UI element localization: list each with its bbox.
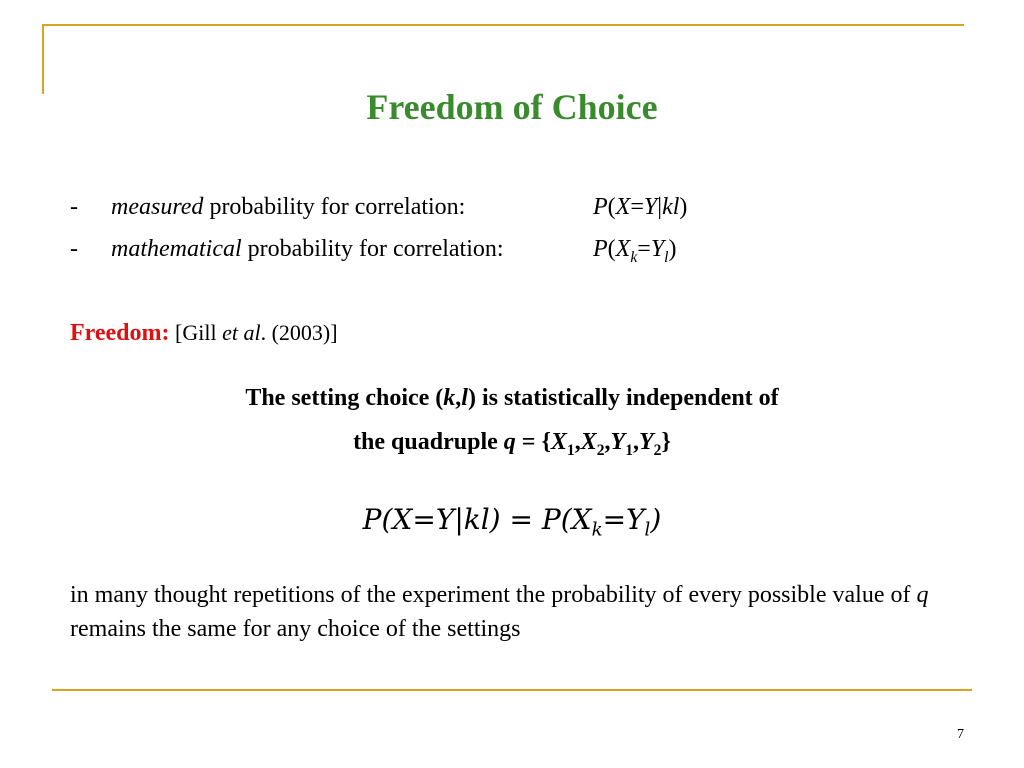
formula-paren: ) (679, 194, 688, 220)
freedom-heading (70, 318, 338, 348)
formula-kl: kl (662, 194, 680, 220)
reference-open: [Gill (169, 320, 223, 345)
equation-lhs: P(X=Y|kl) (362, 503, 501, 536)
statement-comma: , (633, 429, 639, 455)
formula-x: X (615, 236, 631, 262)
formula-bar: | (657, 194, 663, 220)
statement-x1: X (550, 429, 567, 455)
bullet-label (111, 192, 465, 222)
equation-rhs: P(X (541, 503, 592, 536)
statement-brace: } (661, 429, 671, 455)
statement-line-2 (0, 427, 1024, 457)
equation (0, 500, 1024, 540)
equation-rhs: =Y (602, 503, 645, 536)
bullet-emphasis: measured (111, 194, 204, 220)
statement-eq: = { (515, 429, 551, 455)
bullet-formula (593, 192, 687, 222)
formula-paren: ( (607, 236, 616, 262)
statement-x2-subscript: 2 (596, 441, 605, 459)
statement-text: ) is statistically independent of (467, 385, 779, 411)
formula-p: P (593, 194, 608, 220)
bullet-emphasis: mathematical (111, 236, 242, 262)
statement-x1-subscript: 1 (566, 441, 575, 459)
statement-comma: , (455, 385, 462, 411)
bullet-dash: - (70, 194, 78, 220)
paragraph-text: in many thought repetitions of the experiment the probability of every possible value of (70, 582, 917, 608)
formula-y: Y (643, 194, 658, 220)
page-number: 7 (957, 727, 964, 742)
formula-paren: ( (607, 194, 616, 220)
paragraph-text: remains the same for any choice of the settings (70, 616, 521, 642)
bullet-label (111, 234, 504, 264)
equation-rhs: ) (650, 503, 662, 536)
body-paragraph (70, 578, 980, 646)
formula-eq: = (637, 236, 651, 262)
statement-y2-subscript: 2 (653, 441, 662, 459)
paragraph-q: q (916, 582, 929, 608)
freedom-label: Freedom: (70, 320, 170, 346)
equation-l-subscript: l (644, 519, 651, 541)
statement-y1: Y (610, 429, 626, 455)
formula-p: P (593, 236, 608, 262)
statement-y2: Y (639, 429, 654, 455)
equation-k-subscript: k (591, 519, 603, 541)
formula-paren: ) (668, 236, 677, 262)
statement-l: l (461, 385, 468, 411)
statement-q: q (503, 429, 516, 455)
statement-text: The setting choice ( (245, 385, 444, 411)
bullet-text: probability for correlation: (203, 194, 466, 220)
formula-y: Y (650, 236, 665, 262)
statement-comma: , (604, 429, 611, 455)
statement-text: the quadruple (353, 429, 504, 455)
top-rule-line (42, 24, 964, 26)
equation-equals: = (500, 503, 542, 536)
statement-comma: , (574, 429, 581, 455)
statement-x2: X (580, 429, 597, 455)
reference-close: . (2003)] (260, 320, 338, 345)
statement-k: k (443, 385, 456, 411)
statement-y1-subscript: 1 (625, 441, 633, 459)
bullet-formula (593, 234, 677, 264)
formula-eq: = (630, 194, 644, 220)
bottom-rule-line (52, 689, 972, 691)
reference-etal: et al (222, 320, 261, 345)
bullet-dash: - (70, 236, 78, 262)
bullet-text: probability for correlation: (241, 236, 504, 262)
left-rule-line (42, 24, 44, 94)
formula-k-subscript: k (630, 248, 638, 266)
formula-l-subscript: l (664, 248, 669, 266)
slide-title: Freedom of Choice (366, 87, 658, 127)
statement-line-1 (0, 383, 1024, 413)
formula-x: X (615, 194, 631, 220)
